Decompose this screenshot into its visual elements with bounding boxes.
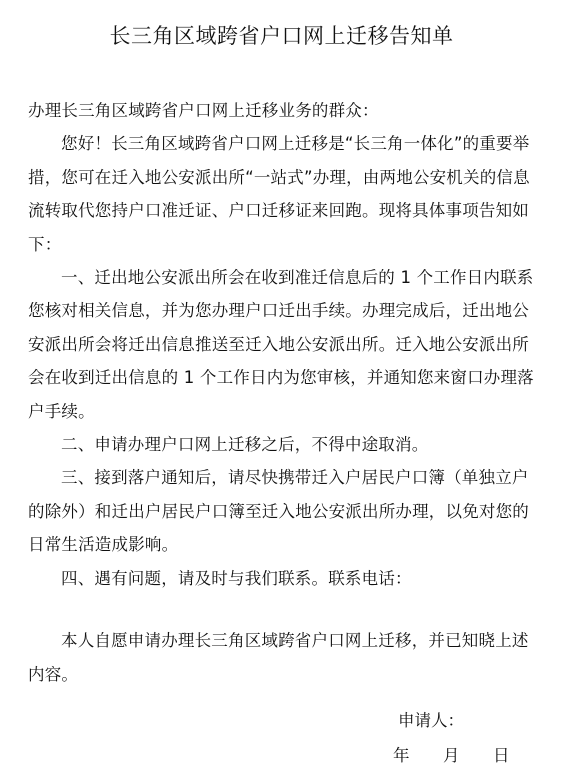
spacer <box>28 595 538 624</box>
intro-paragraph: 您好！长三角区域跨省户口网上迁移是“长三角一体化”的重要举措，您可在迁入地公安派出所“一站式”办理，由两地公安机关的信息流转取代您持户口准迁证、户口迁移证来回跑。现将具体事项告知如下： <box>28 134 530 254</box>
document-body <box>28 94 538 691</box>
item-three-paragraph: 三、接到落户通知后，请尽快携带迁入户居民户口簿（单独立户的除外）和迁出户居民户口簿至迁入地公安派出所办理，以免对您的日常生活造成影响。 <box>28 468 529 555</box>
document-title: 长三角区域跨省户口网上迁移告知单 <box>109 24 454 48</box>
declaration-paragraph: 本人自愿申请办理长三角区域跨省户口网上迁移，并已知晓上述内容。 <box>28 631 529 684</box>
salutation: 办理长三角区域跨省户口网上迁移业务的群众： <box>28 101 379 120</box>
date-day-label: 日 <box>493 746 510 765</box>
date-month-label: 月 <box>443 746 460 765</box>
date-year-label: 年 <box>393 746 410 765</box>
item-one-paragraph: 一、迁出地公安派出所会在收到准迁信息后的 1 个工作日内联系您核对相关信息，并为您办理户口迁出手续。办理完成后，迁出地公安派出所会将迁出信息推送至迁入地公安派出所。迁入地公安派出所会在收到迁出信息的 1 个工作日内为您审核，并通知您来窗口办理落户手续。 <box>28 268 534 421</box>
item-two-paragraph: 二、申请办理户口网上迁移之后，不得中途取消。 <box>61 435 429 455</box>
applicant-label: 申请人： <box>398 711 464 730</box>
item-four-paragraph: 四、遇有问题，请及时与我们联系。联系电话： <box>61 568 412 588</box>
date-line <box>393 742 510 770</box>
